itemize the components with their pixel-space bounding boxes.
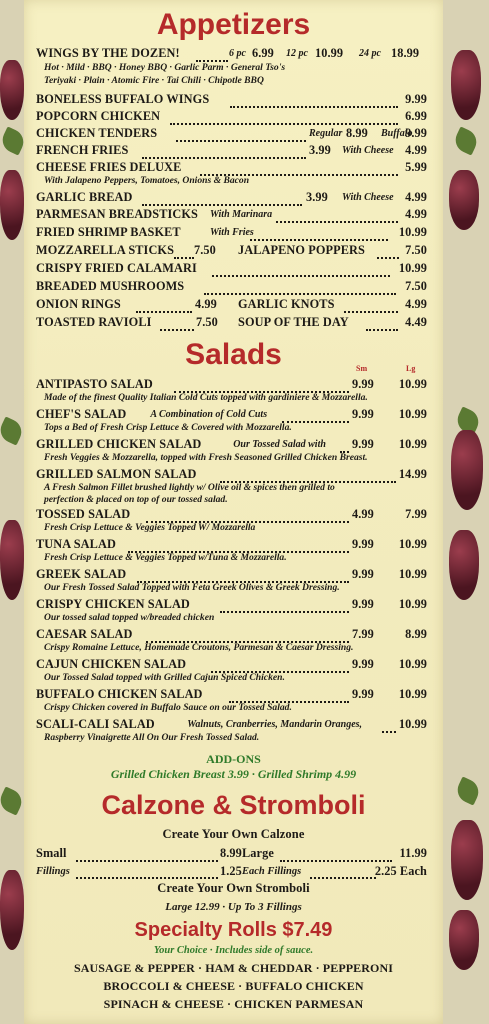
leader-dots	[170, 123, 398, 125]
menu-item-name: BONELESS BUFFALO WINGS	[36, 92, 210, 106]
salad-name: GREEK SALAD	[36, 567, 127, 581]
each-fillings-label: Each Fillings	[242, 866, 302, 877]
menu-item-price: 7.50	[196, 315, 218, 329]
salad-name: BUFFALO CHICKEN SALAD	[36, 687, 203, 701]
menu-item-name: SOUP OF THE DAY	[238, 315, 349, 329]
menu-item-price: 3.99	[306, 190, 328, 204]
calzone-large-price: 11.99	[399, 846, 427, 860]
salad-large-price: 10.99	[398, 597, 427, 611]
appetizers-heading: Appetizers	[156, 8, 311, 41]
salad-small-price: 9.99	[352, 437, 374, 451]
menu-item-desc: With Marinara	[210, 209, 273, 220]
create-stromboli-label: Create Your Own Stromboli	[157, 881, 310, 895]
leader-dots	[142, 204, 302, 206]
leader-dots	[276, 221, 398, 223]
menu-item-name: CHEESE FRIES DELUXE	[36, 160, 182, 174]
salad-desc: Our Tossed Salad topped with Grilled Cajun Spiced Chicken.	[44, 672, 285, 683]
with-cheese-price: 4.99	[405, 190, 427, 204]
salad-large-price: 7.99	[405, 507, 427, 521]
menu-item-price: 6.99	[405, 109, 427, 123]
grapes-icon	[0, 520, 24, 600]
leader-dots	[250, 239, 388, 241]
salad-name: ANTIPASTO SALAD	[36, 377, 153, 391]
menu-item-name: BREADED MUSHROOMS	[36, 279, 185, 293]
salad-large-price: 10.99	[398, 437, 427, 451]
tenders-regular-label: Regular	[309, 128, 343, 139]
salad-large-price: 10.99	[398, 407, 427, 421]
with-cheese-label: With Cheese	[342, 145, 394, 156]
grapes-icon	[451, 430, 483, 510]
leader-dots	[136, 311, 192, 313]
fillings-label: Fillings	[36, 866, 70, 877]
salad-desc: Crispy Romaine Lettuce, Homemade Croutons, Parmesan & Caesar Dressing.	[44, 642, 354, 653]
salad-desc: perfection & placed on top of our tossed salad.	[44, 494, 228, 505]
wings-flavors-line-1: Hot · Mild · BBQ · Honey BBQ · Garlic Parm · General Tso's	[44, 62, 286, 73]
menu-item-desc: With Jalapeno Peppers, Tomatoes, Onions & Bacon	[44, 175, 250, 186]
salad-large-price: 10.99	[398, 717, 427, 731]
leader-dots	[366, 329, 398, 331]
salad-large-price: 10.99	[398, 657, 427, 671]
addons-title: ADD-ONS	[206, 752, 261, 766]
salad-name: CRISPY CHICKEN SALAD	[36, 597, 190, 611]
salad-desc: Fresh Veggies & Mozzarella, topped with Fresh Seasoned Grilled Chicken Breast.	[44, 452, 368, 463]
leader-dots	[204, 293, 396, 295]
salad-desc: A Fresh Salmon Fillet brushed lightly w/ Olive oil & spices then grilled to	[44, 482, 335, 493]
salad-desc: Our Fresh Tossed Salad Topped with Feta Greek Olives & Greek Dressing.	[44, 582, 340, 593]
menu-item-price: 4.49	[405, 315, 427, 329]
salad-small-price: 9.99	[352, 377, 374, 391]
right-grape-vine-border	[443, 0, 489, 1024]
leader-dots	[230, 106, 398, 108]
size-large-label: Lg	[406, 364, 416, 373]
grapes-icon	[451, 820, 483, 900]
leader-dots	[174, 257, 194, 259]
leader-dots	[344, 311, 398, 313]
menu-item-name: JALAPENO POPPERS	[238, 243, 365, 257]
grapes-icon	[0, 870, 24, 950]
menu-item-price: 3.99	[309, 143, 331, 157]
calzone-small-price: 8.99	[220, 846, 242, 860]
leader-dots	[76, 877, 218, 879]
with-cheese-price: 4.99	[405, 143, 427, 157]
leader-dots	[377, 257, 399, 259]
salad-large-price: 10.99	[398, 567, 427, 581]
grapes-icon	[0, 170, 24, 240]
menu-page	[24, 0, 443, 1024]
menu-item-name: FRIED SHRIMP BASKET	[36, 225, 181, 239]
leader-dots	[176, 140, 306, 142]
fillings-price: 1.25	[220, 864, 242, 878]
salad-large-price: 14.99	[398, 467, 427, 481]
menu-item-price: 10.99	[398, 261, 427, 275]
grapes-icon	[449, 170, 479, 230]
with-cheese-label: With Cheese	[342, 192, 394, 203]
leader-dots	[212, 275, 390, 277]
leaf-icon	[0, 786, 26, 815]
wings-12pc-price: 10.99	[315, 46, 344, 60]
salad-large-price: 8.99	[405, 627, 427, 641]
menu-item-name: GARLIC KNOTS	[238, 297, 335, 311]
menu-item-name: PARMESAN BREADSTICKS	[36, 207, 198, 221]
grapes-icon	[449, 530, 479, 600]
salad-desc: Tops a Bed of Fresh Crisp Lettuce & Covered with Mozzarella.	[44, 422, 292, 433]
grapes-icon	[451, 50, 481, 120]
salad-name: CHEF'S SALAD	[36, 407, 127, 421]
tenders-buffalo-price: 9.99	[405, 126, 427, 140]
wings-6pc-label: 6 pc	[229, 48, 246, 59]
leader-dots	[310, 877, 376, 879]
wings-24pc-price: 18.99	[391, 46, 420, 60]
menu-item-name: FRENCH FRIES	[36, 143, 129, 157]
salad-desc: Our tossed salad topped w/breaded chicken	[44, 612, 215, 623]
salad-large-price: 10.99	[398, 537, 427, 551]
leader-dots	[282, 421, 349, 423]
wings-flavors-line-2: Teriyaki · Plain · Atomic Fire · Tai Chili · Chipotle BBQ	[44, 75, 264, 86]
menu-item-name: MOZZARELLA STICKS	[36, 243, 175, 257]
leader-dots	[382, 731, 396, 733]
calzone-small-label: Small	[36, 846, 67, 860]
salad-small-price: 9.99	[352, 407, 374, 421]
specialty-rolls-line-3: SPINACH & CHEESE · CHICKEN PARMESAN	[103, 997, 364, 1011]
salad-large-price: 10.99	[398, 377, 427, 391]
salad-small-price: 9.99	[352, 597, 374, 611]
menu-item-desc: With Fries	[210, 227, 254, 238]
leader-dots	[160, 329, 194, 331]
menu-item-price: 7.50	[194, 243, 216, 257]
menu-item-price: 4.99	[405, 297, 427, 311]
salad-desc: Raspberry Vinaigrette All On Our Fresh Tossed Salad.	[44, 732, 260, 743]
salad-small-price: 7.99	[352, 627, 374, 641]
specialty-rolls-line-2: BROCCOLI & CHEESE · BUFFALO CHICKEN	[103, 979, 364, 993]
specialty-rolls-subtitle: Your Choice · Includes side of sauce.	[153, 945, 314, 956]
salad-small-price: 9.99	[352, 687, 374, 701]
salad-desc: Fresh Crisp Lettuce & Veggies Topped w/Tuna & Mozzarella.	[44, 552, 287, 563]
salad-small-price: 4.99	[352, 507, 374, 521]
salad-small-price: 9.99	[352, 657, 374, 671]
each-fillings-price: 2.25 Each	[374, 864, 427, 878]
salad-inline-desc: A Combination of Cold Cuts	[150, 409, 268, 420]
leader-dots	[280, 860, 392, 862]
salad-desc: Fresh Crisp Lettuce & Veggies Topped W/ Mozzarella	[44, 522, 256, 533]
salad-large-price: 10.99	[398, 687, 427, 701]
tenders-buffalo-label: Buffalo	[381, 128, 413, 139]
menu-item-price: 4.99	[405, 207, 427, 221]
specialty-rolls-line-1: SAUSAGE & PEPPER · HAM & CHEDDAR · PEPPERONI	[73, 961, 394, 975]
wings-6pc-price: 6.99	[252, 46, 274, 60]
menu-item-name: GARLIC BREAD	[36, 190, 133, 204]
stromboli-details: Large 12.99 · Up To 3 Fillings	[165, 901, 302, 913]
wings-24pc-label: 24 pc	[359, 48, 381, 59]
calzone-large-label: Large	[242, 846, 274, 860]
salad-inline-desc: Walnuts, Cranberries, Mandarin Oranges,	[187, 719, 363, 730]
grapes-icon	[449, 910, 479, 970]
salad-name: TUNA SALAD	[36, 537, 116, 551]
menu-item-name: WINGS BY THE DOZEN!	[36, 46, 180, 60]
leader-dots	[220, 611, 349, 613]
menu-item-name: POPCORN CHICKEN	[36, 109, 161, 123]
left-grape-vine-border	[0, 0, 24, 1024]
wings-12pc-label: 12 pc	[286, 48, 308, 59]
create-calzone-label: Create Your Own Calzone	[162, 827, 305, 841]
salad-small-price: 9.99	[352, 567, 374, 581]
salad-desc: Crispy Chicken covered in Buffalo Sauce on our Tossed Salad.	[44, 702, 292, 713]
addons-list: Grilled Chicken Breast 3.99 · Grilled Shrimp 4.99	[110, 767, 357, 781]
grapes-icon	[0, 60, 24, 120]
menu-item-name: ONION RINGS	[36, 297, 121, 311]
salad-name: CAJUN CHICKEN SALAD	[36, 657, 187, 671]
menu-item-price: 9.99	[405, 92, 427, 106]
leader-dots	[142, 157, 306, 159]
menu-item-price: 5.99	[405, 160, 427, 174]
menu-item-price: 7.50	[405, 279, 427, 293]
menu-item-name: TOASTED RAVIOLI	[36, 315, 152, 329]
specialty-rolls-heading: Specialty Rolls $7.49	[134, 919, 333, 941]
menu-item-price: 7.50	[405, 243, 427, 257]
leaf-icon	[0, 416, 26, 445]
salad-name: CAESAR SALAD	[36, 627, 133, 641]
tenders-regular-price: 8.99	[346, 126, 368, 140]
salad-name: GRILLED SALMON SALAD	[36, 467, 197, 481]
calzone-heading: Calzone & Stromboli	[101, 790, 366, 820]
salad-name: GRILLED CHICKEN SALAD	[36, 437, 202, 451]
menu-item-price: 10.99	[398, 225, 427, 239]
salad-inline-desc: Our Tossed Salad with	[233, 439, 326, 450]
menu-item-price: 4.99	[195, 297, 217, 311]
menu-item-name: CHICKEN TENDERS	[36, 126, 158, 140]
leaf-icon	[453, 776, 482, 805]
leaf-icon	[451, 126, 480, 155]
menu-item-name: CRISPY FRIED CALAMARI	[36, 261, 197, 275]
salad-name: SCALI-CALI SALAD	[36, 717, 155, 731]
leader-dots	[76, 860, 218, 862]
size-small-label: Sm	[356, 364, 368, 373]
salad-small-price: 9.99	[352, 537, 374, 551]
salad-desc: Made of the finest Quality Italian Cold Cuts topped with gardiniere & Mozzarella.	[44, 392, 368, 403]
salad-name: TOSSED SALAD	[36, 507, 131, 521]
salads-heading: Salads	[185, 338, 282, 371]
